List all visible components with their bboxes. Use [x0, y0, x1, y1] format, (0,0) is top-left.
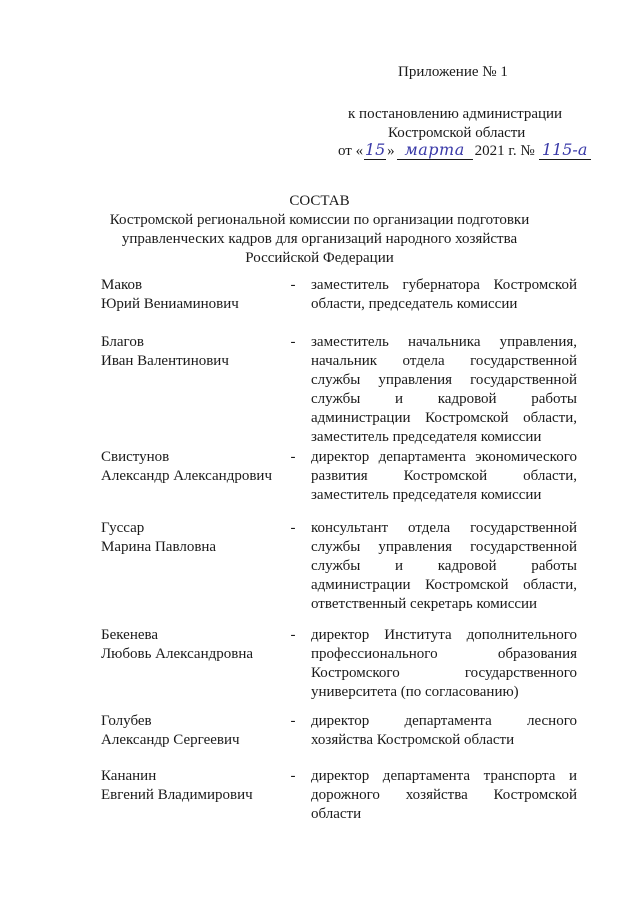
member-role: директор Института дополнительного профессионального образования Костромского государственного университета (по согласованию) — [311, 627, 577, 700]
member-last-name: Бекенева — [101, 627, 159, 643]
member-name — [101, 767, 291, 805]
member-name — [101, 448, 291, 486]
member-dash: - — [290, 449, 296, 465]
date-year: 2021 г. № — [474, 143, 535, 159]
member-dash: - — [290, 520, 296, 536]
member-role: заместитель начальника управления, начальник отдела государственной службы управления государственной службы и кадровой работы администрации Костромской области, заместитель председателя комиссии — [311, 334, 577, 445]
member-dash: - — [290, 277, 296, 293]
member-name — [101, 519, 291, 557]
handwritten-day: 15 — [364, 140, 386, 159]
resolution-region: Костромской области — [388, 125, 526, 141]
member-last-name: Кананин — [101, 768, 157, 784]
document-title — [0, 192, 639, 268]
member-role: директор департамента экономического развития Костромской области, заместитель председателя комиссии — [311, 449, 577, 503]
member-dash: - — [290, 627, 296, 643]
member-name — [101, 712, 291, 750]
member-dash: - — [290, 334, 296, 350]
member-first-names: Александр Сергеевич — [101, 732, 240, 748]
member-first-names: Юрий Вениаминович — [101, 296, 239, 312]
title-heading: СОСТАВ — [289, 193, 350, 209]
title-line-2: управленческих кадров для организаций народного хозяйства — [121, 231, 518, 247]
resolution-date-line — [338, 140, 591, 160]
member-first-names: Марина Павловна — [101, 539, 217, 555]
member-last-name: Благов — [101, 334, 144, 350]
member-role: директор департамента транспорта и дорожного хозяйства Костромской области — [311, 768, 577, 822]
member-last-name: Свистунов — [101, 449, 170, 465]
member-last-name: Гуссар — [101, 520, 145, 536]
member-role: консультант отдела государственной службы управления государственной службы и кадровой работы администрации Костромской области, ответственный секретарь комиссии — [311, 520, 577, 612]
member-role: заместитель губернатора Костромской области, председатель комиссии — [311, 277, 577, 312]
title-line-1: Костромской региональной комиссии по организации подготовки — [109, 212, 530, 228]
member-last-name: Маков — [101, 277, 143, 293]
title-line-3: Российской Федерации — [245, 250, 394, 266]
member-first-names: Иван Валентинович — [101, 353, 229, 369]
member-last-name: Голубев — [101, 713, 152, 729]
handwritten-doc-number: 115-а — [539, 140, 591, 160]
handwritten-month: марта — [397, 140, 473, 160]
member-first-names: Александр Александрович — [101, 468, 272, 484]
member-name — [101, 276, 291, 314]
date-quote-close: » — [387, 143, 395, 159]
member-dash: - — [290, 713, 296, 729]
member-name — [101, 626, 291, 664]
appendix-label: Приложение № 1 — [398, 64, 508, 80]
resolution-reference: к постановлению администрации — [348, 106, 563, 122]
date-prefix: от « — [338, 143, 364, 159]
member-first-names: Любовь Александровна — [101, 646, 253, 662]
member-name — [101, 333, 291, 371]
member-dash: - — [290, 768, 296, 784]
member-role: директор департамента лесного хозяйства Костромской области — [311, 713, 577, 748]
member-first-names: Евгений Владимирович — [101, 787, 253, 803]
